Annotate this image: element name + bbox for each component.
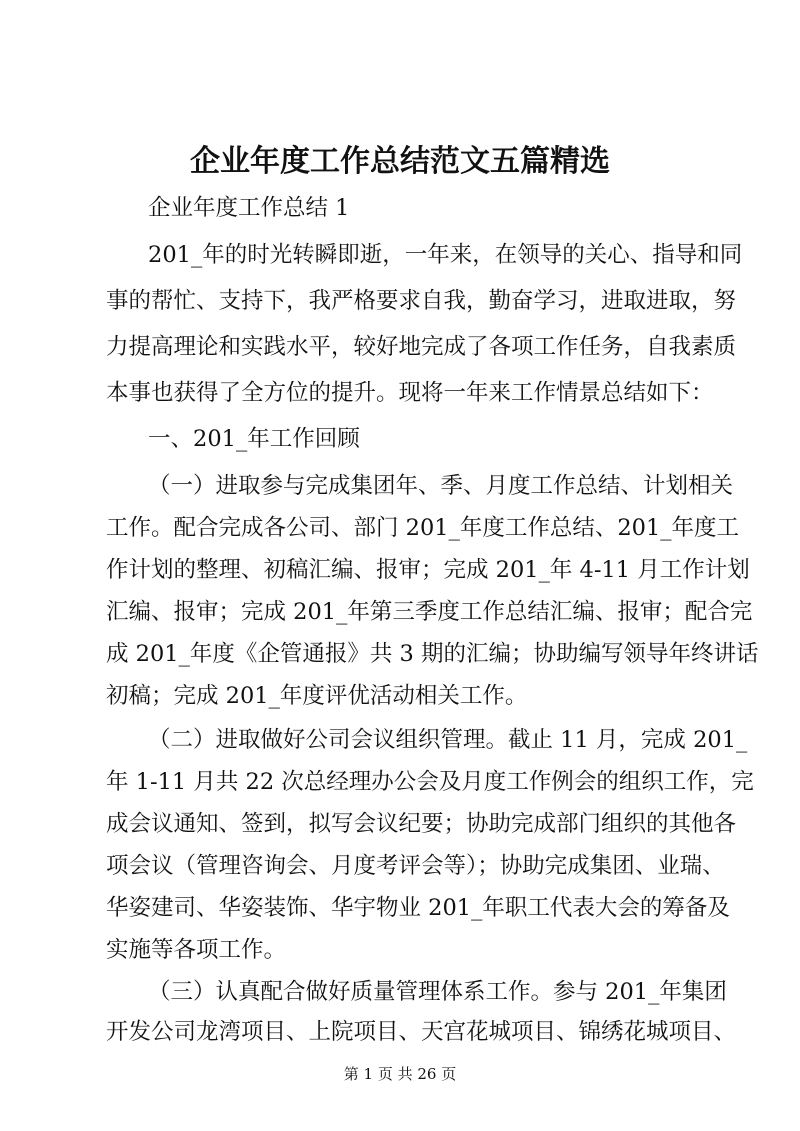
paragraph-line: 年 1-11 月共 22 次总经理办公会及月度工作例会的组织工作，完 bbox=[106, 769, 754, 795]
paragraph-line: 事的帮忙、支持下，我严格要求自我，勤奋学习，进取进取，努 bbox=[106, 288, 737, 314]
paragraph-line: 本事也获得了全方位的提升。现将一年来工作情景总结如下： bbox=[106, 380, 714, 406]
paragraph-line: 力提高理论和实践水平，较好地完成了各项工作任务，自我素质 bbox=[106, 334, 737, 360]
paragraph-line: 作计划的整理、初稿汇编、报审；完成 201_年 4-11 月工作计划 bbox=[106, 557, 750, 583]
paragraph-line: 工作。配合完成各公司、部门 201_年度工作总结、201_年度工 bbox=[106, 515, 740, 541]
document-title: 企业年度工作总结范文五篇精选 bbox=[190, 144, 610, 179]
paragraph-line: 开发公司龙湾项目、上院项目、天宫花城项目、锦绣花城项目、 bbox=[106, 1019, 737, 1045]
paragraph-line: 华姿建司、华姿装饰、华宇物业 201_年职工代表大会的筹备及 bbox=[106, 895, 730, 921]
page-footer: 第 1 页 共 26 页 bbox=[343, 1065, 457, 1083]
paragraph-line: 成 201_年度《企管通报》共 3 期的汇编；协助编写领导年终讲话 bbox=[106, 641, 759, 667]
paragraph-line: （一）进取参与完成集团年、季、月度工作总结、计划相关 bbox=[148, 473, 734, 499]
paragraph-line: 汇编、报审；完成 201_年第三季度工作总结汇编、报审；配合完 bbox=[106, 599, 753, 625]
section-heading: 企业年度工作总结 1 bbox=[148, 195, 350, 221]
paragraph-line: 项会议（管理咨询会、月度考评会等）；协助完成集团、业瑞、 bbox=[106, 853, 725, 879]
paragraph-line: 实施等各项工作。 bbox=[106, 937, 287, 963]
paragraph-line: （二）进取做好公司会议组织管理。截止 11 月，完成 201_ bbox=[148, 727, 748, 753]
paragraph-line: 初稿；完成 201_年度评优活动相关工作。 bbox=[106, 683, 528, 709]
section-heading: 一、201_年工作回顾 bbox=[148, 426, 360, 452]
paragraph-line: 成会议通知、签到，拟写会议纪要；协助完成部门组织的其他各 bbox=[106, 811, 737, 837]
paragraph-line: （三）认真配合做好质量管理体系工作。参与 201_年集团 bbox=[148, 979, 727, 1005]
paragraph-line: 201_年的时光转瞬即逝，一年来，在领导的关心、指导和同 bbox=[148, 242, 743, 268]
